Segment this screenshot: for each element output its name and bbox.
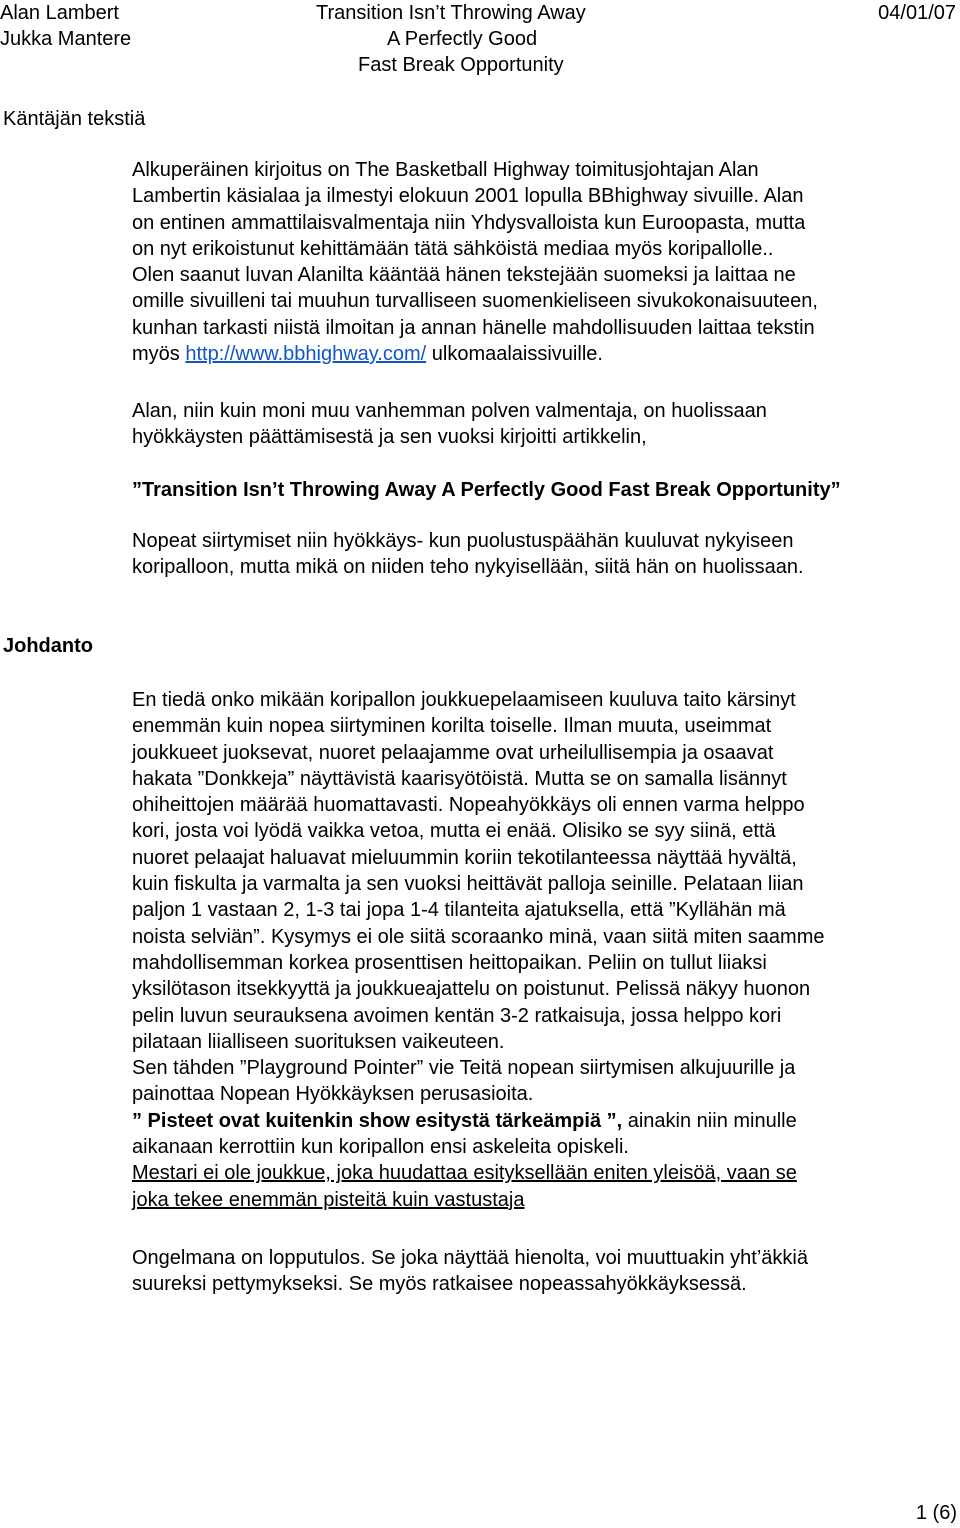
body-line: pilataan liialliseen suorituksen vaikeuteen. [132, 1030, 505, 1053]
body-line: hakata ”Donkkeja” näyttävistä kaarisyötöistä. Mutta se on samalla lisännyt [132, 767, 787, 790]
underlined-line: Mestari ei ole joukkue, joka huudattaa esityksellään eniten yleisöä, vaan se [132, 1162, 797, 1185]
intro-line: omille sivuilleni tai muuhun turvalliseen suomenkieliseen sivukokonaisuuteen, [132, 290, 818, 313]
body-paragraph [132, 687, 960, 1213]
intro-line: kunhan tarkasti niistä ilmoitan ja annan hänelle mahdollisuuden laittaa tekstin [132, 316, 815, 339]
intro-line: Lambertin käsialaa ja ilmestyi elokuun 2001 lopulla BBhighway sivuille. Alan [132, 185, 804, 208]
body-line: En tiedä onko mikään koripallon joukkuepelaamiseen kuuluva taito kärsinyt [132, 689, 796, 711]
quote-line [132, 1108, 960, 1134]
header-title-line-2: A Perfectly Good [387, 28, 538, 50]
body-line: joukkueet juoksevat, nuoret pelaajamme ovat urheilullisempia ja osaavat [132, 741, 774, 764]
paragraph-line: Alan, niin kuin moni muu vanhemman polven valmentaja, on huolissaan [132, 400, 767, 422]
body-line: aikanaan kerrottiin kun koripallon ensi askeleita opiskeli. [132, 1136, 629, 1159]
body-line: kuin fiskulta ja varmalta ja sen vuoksi heittävät palloja seinille. Pelataan liian [132, 873, 804, 896]
intro-line: Alkuperäinen kirjoitus on The Basketball Highway toimitusjohtajan Alan [132, 159, 759, 181]
quote-bold: ” Pisteet ovat kuitenkin show esitystä tärkeämpiä ”, [132, 1109, 623, 1132]
body-line: enemmän kuin nopea siirtyminen korilta toiselle. Ilman muuta, useimmat [132, 715, 772, 738]
page-number: 1 (6) [915, 1502, 957, 1524]
translator-name: Jukka Mantere [0, 28, 132, 50]
author-name: Alan Lambert [0, 2, 119, 24]
final-paragraph [132, 1245, 960, 1298]
body-line: mahdollisemman korkea prosenttisen heittopaikan. Peliin on tullut liiaksi [132, 951, 767, 974]
header-date: 04/01/07 [878, 2, 956, 24]
body-line: nuoret pelaajat haluavat mieluummin koriin tekotilanteessa näyttää hyvältä, [132, 846, 797, 869]
section-heading-intro: Johdanto [3, 635, 93, 657]
final-line: Ongelmana on lopputulos. Se joka näyttää hienolta, voi muuttuakin yht’äkkiä [132, 1247, 808, 1269]
body-line: yksilötason itsekkyyttä ja joukkueajattelu on poistunut. Pelissä näkyy huonon [132, 978, 811, 1001]
paragraph-line: hyökkäysten päättämisestä ja sen vuoksi kirjoitti artikkelin, [132, 426, 647, 449]
body-line: Sen tähden ”Playground Pointer” vie Teitä nopean siirtymisen alkujuurille ja [132, 1057, 796, 1080]
quote-rest: ainakin niin minulle [622, 1109, 797, 1132]
bbhighway-link[interactable]: http://www.bbhighway.com/ [185, 343, 427, 366]
intro-line: on nyt erikoistunut kehittämään tätä sähköistä mediaa myös koripallolle.. [132, 237, 774, 260]
paragraph-line: koripalloon, mutta mikä on niiden teho nykyisellään, siitä hän on huolissaan. [132, 556, 804, 579]
link-suffix: ulkomaalaissivuille. [426, 343, 603, 366]
paragraph-transitions [132, 528, 960, 581]
underlined-line: joka tekee enemmän pisteitä kuin vastustaja [132, 1188, 525, 1211]
paragraph-line: Nopeat siirtymiset niin hyökkäys- kun puolustuspäähän kuuluvat nykyiseen [132, 530, 794, 552]
header-title-line-1: Transition Isn’t Throwing Away [316, 2, 586, 24]
link-prefix: myös [132, 343, 186, 366]
body-line: pelin luvun seurauksena avoimen kentän 3-2 ratkaisuja, jossa helppo kori [132, 1004, 782, 1027]
body-line: noista selviän”. Kysymys ei ole siitä scoraanko minä, vaan siitä miten saamme [132, 925, 825, 948]
intro-paragraph [132, 157, 960, 367]
header-title-line-3: Fast Break Opportunity [358, 54, 564, 76]
article-title: ”Transition Isn’t Throwing Away A Perfectly Good Fast Break Opportunity” [132, 479, 841, 501]
body-line: painottaa Nopean Hyökkäyksen perusasioita. [132, 1083, 534, 1106]
intro-line: on entinen ammattilaisvalmentaja niin Yhdysvalloista kun Euroopasta, mutta [132, 211, 806, 234]
intro-link-line [132, 341, 960, 367]
body-line: paljon 1 vastaan 2, 1-3 tai jopa 1-4 tilanteita ajatuksella, että ”Kyllähän mä [132, 899, 786, 922]
body-line: ohiheittojen määrää huomattavasti. Nopeahyökkäys oli ennen varma helppo [132, 794, 805, 817]
paragraph-concern [132, 398, 960, 451]
intro-line: Olen saanut luvan Alanilta kääntää hänen tekstejään suomeksi ja laittaa ne [132, 264, 796, 287]
body-line: kori, josta voi lyödä vaikka vetoa, mutta ei enää. Olisiko se syy siinä, että [132, 820, 776, 843]
final-line: suureksi pettymykseksi. Se myös ratkaisee nopeassahyökkäyksessä. [132, 1273, 747, 1296]
section-heading-translator: Käntäjän tekstiä [3, 108, 146, 130]
